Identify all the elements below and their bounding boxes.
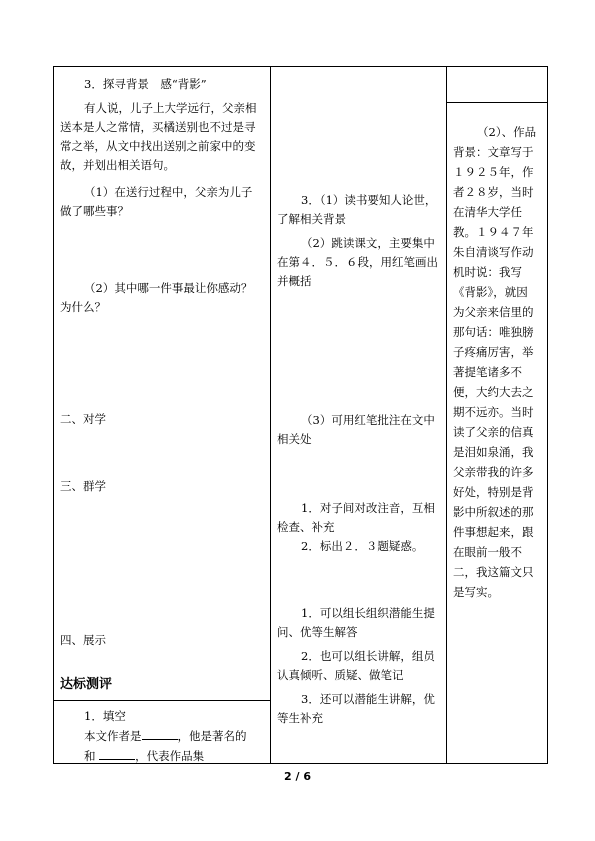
method-text: 1．可以组长组织潜能生提 (301, 606, 435, 620)
note-line: 影中所叙述的那 (453, 505, 534, 519)
note-line: 子疼痛厉害，举 (453, 345, 534, 359)
method-text: （3）可用红笔批注在文中 (301, 413, 435, 427)
method-text: 并概括 (277, 274, 312, 288)
assessment-heading: 达标测评 (60, 677, 113, 692)
note-line: 读了父亲的信真 (453, 425, 534, 439)
blank-identity[interactable] (99, 747, 135, 760)
study-methods-column (271, 67, 447, 764)
question-2: （2）其中哪一件事最让你感动？ (84, 281, 253, 295)
note-line: 机时说：我写 (453, 265, 522, 279)
method-text: 1．对子间对改注音，互相 (301, 501, 435, 515)
method-text: 检查、补充 (277, 520, 335, 534)
blank-author[interactable] (142, 727, 178, 740)
fill-blank-line: 和 ，代表作品集 (84, 749, 205, 763)
question-1: （1）在送行过程中，父亲为儿子 (84, 185, 253, 199)
intro-line: 有人说，儿子上大学远行，父亲相 (84, 101, 257, 115)
section-duixue: 二、对学 (60, 412, 106, 426)
question-2: 为什么？ (60, 300, 106, 314)
method-text: 等生补充 (277, 711, 323, 725)
note-line: 教。１９４７年 (453, 225, 534, 239)
method-text: （2）跳读课文，主要集中 (301, 236, 435, 250)
note-line: 者２８岁，当时 (453, 185, 534, 199)
page-number: 2 / 6 (284, 770, 311, 783)
divider (54, 700, 270, 701)
fill-blank-line: 本文作者是 ，他是著名的 (84, 729, 247, 743)
method-text: 问、优等生解答 (277, 625, 358, 639)
note-line: 二，我这篇文只 (453, 565, 534, 579)
study-steps-column (54, 67, 271, 764)
method-text: 2．标出２．３题疑惑。 (301, 539, 424, 553)
note-line: 父亲带我的许多 (453, 465, 534, 479)
intro-line: 常之举，从文中找出送别之前家中的变 (60, 139, 256, 153)
note-line: 朱自清谈写作动 (453, 245, 534, 259)
method-text: 相关处 (277, 432, 312, 446)
notes-header-cell (447, 67, 547, 103)
note-line: １９２５年，作 (453, 165, 534, 179)
note-line: 便，大约大去之 (453, 385, 534, 399)
question-1: 做了哪些事？ (60, 204, 129, 218)
method-text: 2．也可以组长讲解，组员 (301, 649, 435, 663)
method-text: 了解相关背景 (277, 212, 346, 226)
note-line: 为父亲来信里的 (453, 305, 534, 319)
section-zhanshi: 四、展示 (60, 633, 106, 647)
lesson-plan-table (53, 66, 548, 764)
intro-line: 送本是人之常情，买橘送别也不过是寻 (60, 120, 256, 134)
fill-blank-title: 1．填空 (84, 709, 126, 723)
method-text: 认真倾听、质疑、做笔记 (277, 668, 404, 682)
section-qunxue: 三、群学 (60, 479, 106, 493)
method-text: 3．还可以潜能生讲解，优 (301, 692, 435, 706)
section-title: 3．探寻背景 感“背影” (84, 77, 207, 91)
method-text: 3．（1）读书要知人论世， (301, 193, 437, 207)
note-line: 是写实。 (453, 585, 499, 599)
note-line: 《背影》，就因 (453, 285, 528, 299)
intro-line: 故，并划出相关语句。 (60, 158, 175, 172)
note-line: 著提笔诸多不 (453, 365, 522, 379)
note-line: 那句话：唯独膀 (453, 325, 534, 339)
note-line: 好处，特别是背 (453, 485, 534, 499)
note-line: 在眼前一般不 (453, 545, 522, 559)
note-line: 件事想起来，跟 (453, 525, 534, 539)
note-line: 是泪如泉涌，我 (453, 445, 534, 459)
note-line: 背景：文章写于 (453, 145, 534, 159)
note-line: 期不远亦。当时 (453, 405, 534, 419)
note-line: 在清华大学任 (453, 205, 522, 219)
method-text: 在第４．５．６段，用红笔画出 (277, 255, 438, 269)
note-line: （2）、作品 (477, 125, 537, 139)
background-notes-column (447, 67, 548, 764)
